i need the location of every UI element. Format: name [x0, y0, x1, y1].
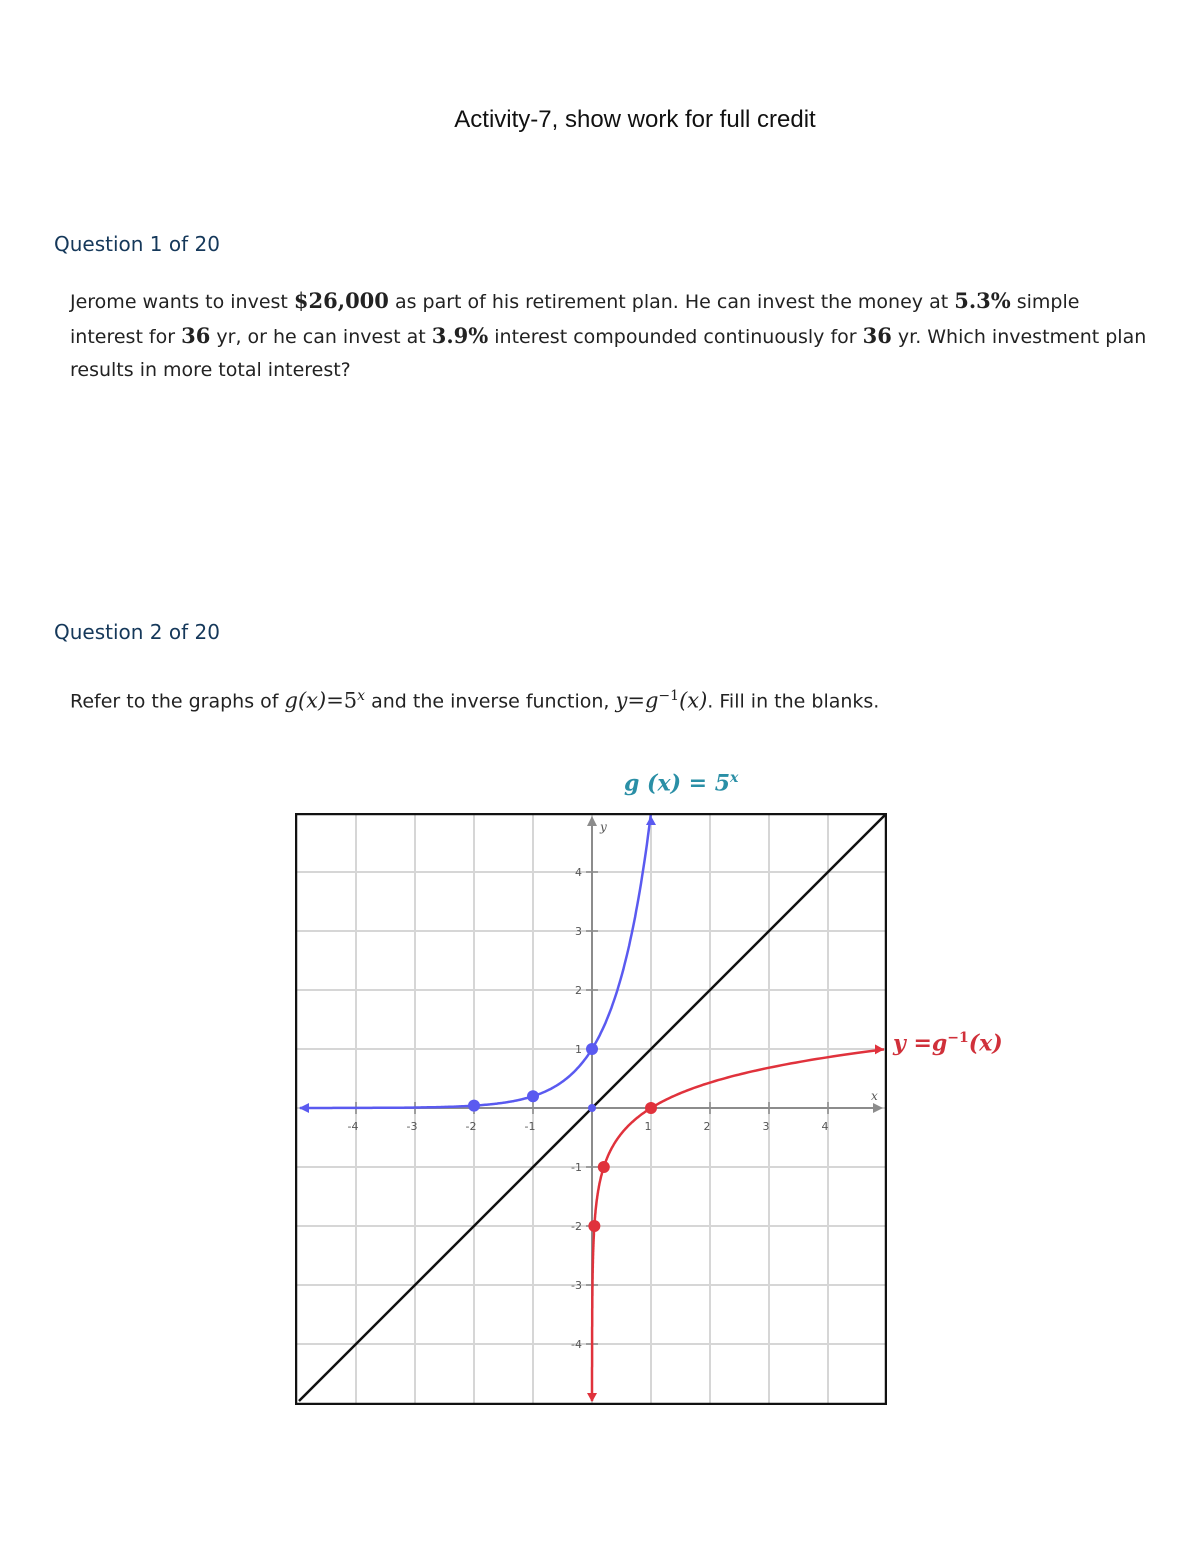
question-1-heading: Question 1 of 20: [54, 232, 220, 256]
g-label-exp: x: [730, 770, 739, 786]
g-curve-left-arrow: [299, 1103, 309, 1113]
x-tick-label: -3: [406, 1120, 418, 1133]
q1-text-c: simple interest for: [70, 291, 1080, 348]
y-tick-label: -4: [571, 1338, 582, 1351]
x-tick-label: -2: [465, 1120, 477, 1133]
q2-exp-inv: −1: [658, 688, 680, 704]
q2-text-b: and the inverse function,: [365, 690, 616, 713]
g-point: [586, 1043, 598, 1055]
q1-text-d: yr, or he can invest at: [210, 326, 432, 348]
g-point: [468, 1100, 480, 1112]
inverse-curve-bottom-arrow: [587, 1393, 597, 1402]
y-tick-label: 3: [575, 925, 582, 938]
x-tick-label: 4: [821, 1120, 829, 1133]
page-title: Activity-7, show work for full credit: [454, 106, 816, 133]
y-tick-label: 2: [575, 984, 582, 997]
question-1-text: [70, 284, 1150, 387]
q1-text-b: as part of his retirement plan. He can invest the money at: [388, 291, 955, 313]
q1-years-2: 36: [862, 323, 892, 348]
x-tick-label: 2: [703, 1120, 711, 1133]
y-tick-label: 4: [575, 866, 582, 879]
inverse-point: [598, 1161, 610, 1173]
q1-text-a: Jerome wants to invest: [70, 291, 294, 313]
y-tick-label: -2: [571, 1220, 582, 1233]
y-axis-arrow: [587, 816, 597, 826]
inverse-function-label: [893, 1030, 1003, 1056]
q2-paren-x: (x): [297, 688, 327, 713]
q2-text-a: Refer to the graphs of: [70, 690, 285, 713]
question-2-text: [70, 680, 1150, 718]
y-tick-label: -1: [571, 1161, 582, 1174]
q1-rate-simple: 5.3%: [954, 288, 1011, 313]
g-label-base: g (x) = 5: [624, 770, 731, 797]
y-axis-label: y: [600, 820, 607, 834]
y-tick-label: -3: [571, 1279, 582, 1292]
q2-paren-x2: (x): [679, 688, 708, 713]
q2-text-c: . Fill in the blanks.: [707, 690, 880, 713]
g-point: [527, 1090, 539, 1102]
q2-eq5: =5: [326, 688, 358, 713]
x-axis-label: x: [871, 1089, 878, 1103]
x-axis-arrow: [873, 1103, 883, 1113]
x-tick-label: -1: [524, 1120, 536, 1133]
inverse-point: [588, 1220, 600, 1232]
q2-exp-x: x: [357, 688, 366, 704]
inv-label-base: y =g: [893, 1030, 948, 1057]
inv-label-exp: −1: [947, 1030, 969, 1046]
q2-g: g: [284, 688, 298, 713]
q1-rate-continuous: 3.9%: [431, 323, 489, 348]
g-curve: [300, 813, 651, 1108]
q1-amount: $26,000: [293, 288, 389, 313]
origin-point: [588, 1104, 596, 1112]
g-curve-top-arrow: [646, 816, 656, 825]
q1-years-1: 36: [181, 323, 211, 348]
g-function-label: [624, 770, 738, 796]
q1-text-e: interest compounded continuously for: [488, 326, 863, 348]
question-2-heading: Question 2 of 20: [54, 620, 220, 644]
function-graph: [295, 813, 887, 1405]
inverse-point: [645, 1102, 657, 1114]
q1-text-f: yr. Which investment plan results in more total interest?: [70, 326, 1147, 381]
y-tick-label: 1: [575, 1043, 582, 1056]
x-tick-label: -4: [347, 1120, 359, 1133]
q2-y-eq-g: y=g: [615, 688, 659, 713]
x-tick-label: 3: [762, 1120, 770, 1133]
x-tick-label: 1: [644, 1120, 652, 1133]
inv-label-tail: (x): [968, 1030, 1003, 1057]
inverse-curve-right-arrow: [875, 1044, 884, 1054]
